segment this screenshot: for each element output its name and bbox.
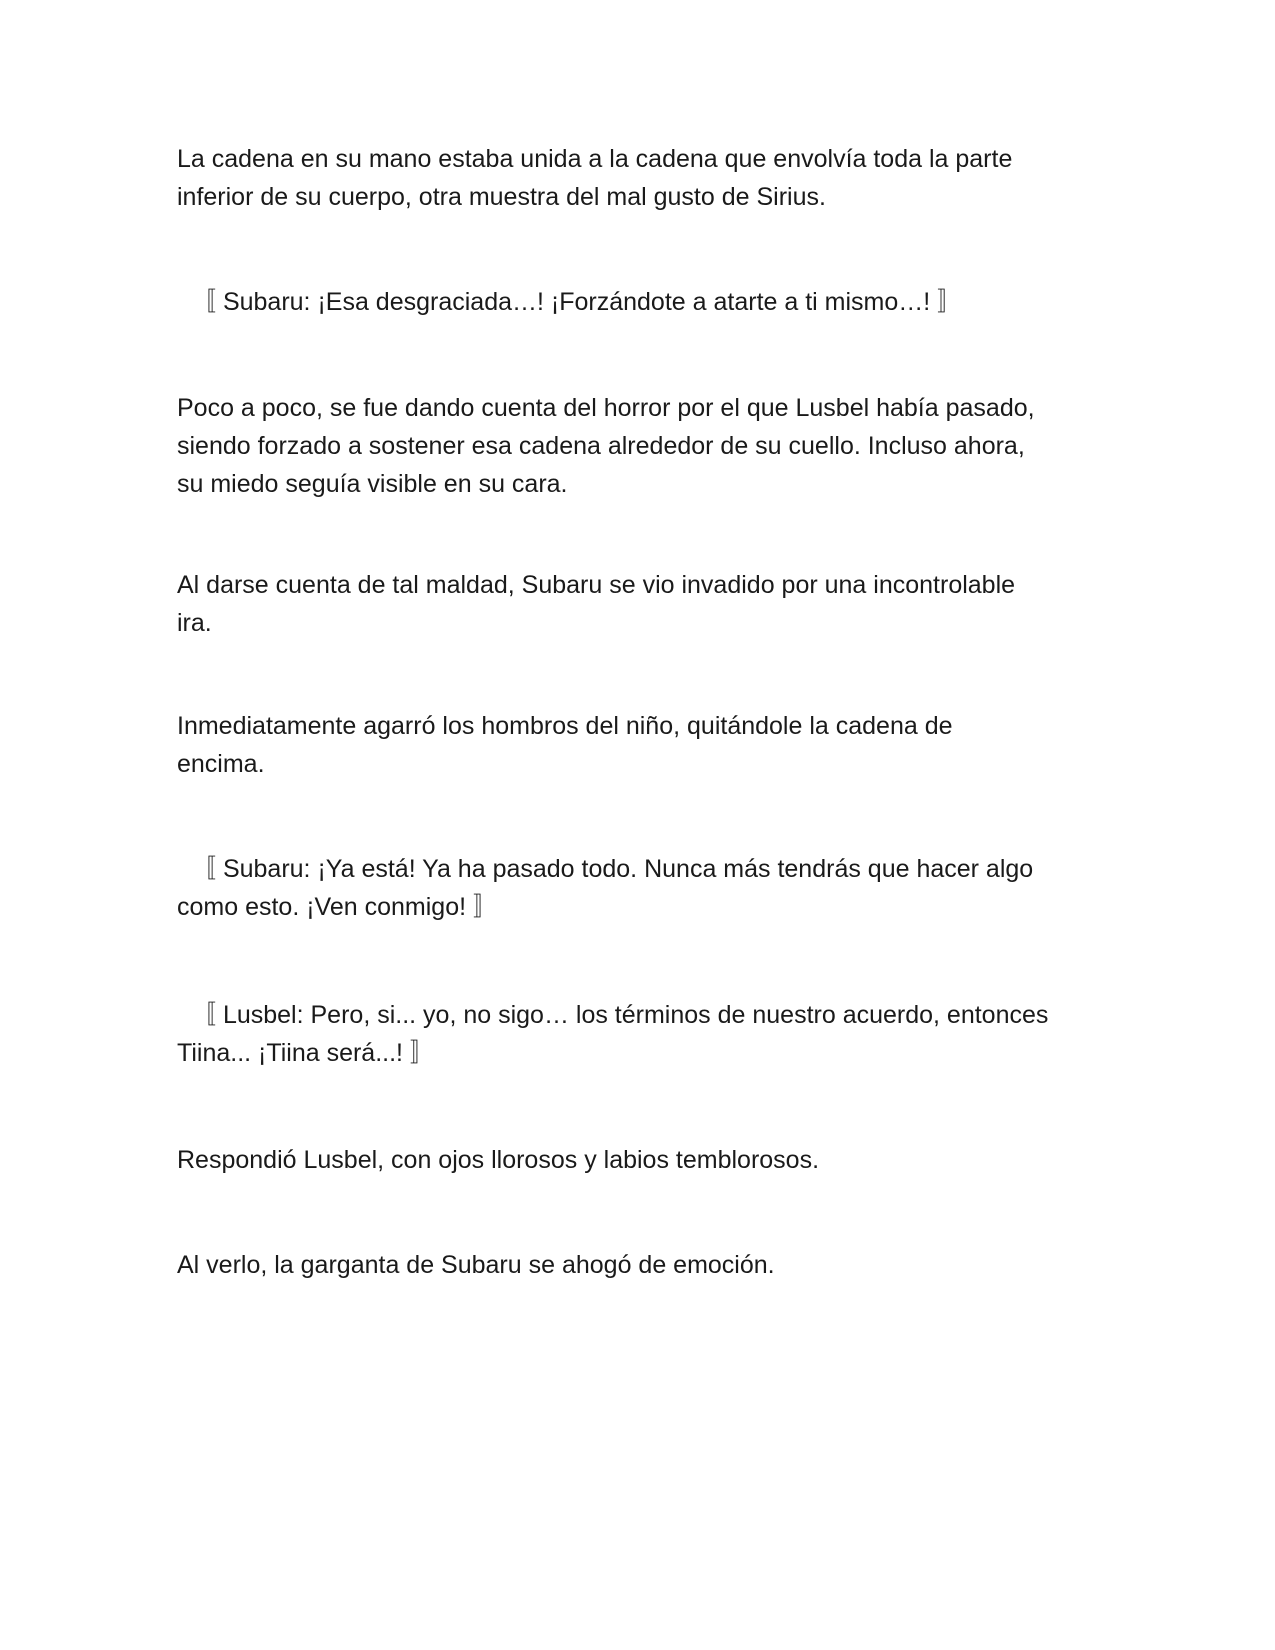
text-line: como esto. ¡Ven conmigo! 〛 [177,893,498,921]
text-line: Al darse cuenta de tal maldad, Subaru se vio invadido por una incontrolable [177,571,1016,599]
text-line: Inmediatamente agarró los hombros del niño, quitándole la cadena de [177,712,953,740]
text-line: La cadena en su mano estaba unida a la cadena que envolvía toda la parte [177,145,1013,173]
paragraph-narration-5 [177,1141,1097,1179]
paragraph-narration-3 [177,566,1097,642]
text-line: inferior de su cuerpo, otra muestra del mal gusto de Sirius. [177,183,826,211]
paragraph-dialogue-lusbel [177,996,1097,1072]
paragraph-narration-1 [177,140,1097,216]
text-line: ira. [177,609,212,637]
text-line: Poco a poco, se fue dando cuenta del horror por el que Lusbel había pasado, [177,394,1035,422]
text-line: 〚 Subaru: ¡Esa desgraciada…! ¡Forzándote a atarte a ti mismo…! 〛 [191,288,963,316]
text-line: Tiina... ¡Tiina será...! 〛 [177,1039,435,1067]
text-line: encima. [177,750,265,778]
paragraph-narration-4 [177,707,1097,783]
paragraph-dialogue-subaru-1 [177,283,1097,321]
text-line: siendo forzado a sostener esa cadena alrededor de su cuello. Incluso ahora, [177,432,1025,460]
paragraph-dialogue-subaru-2 [177,850,1097,926]
text-line: su miedo seguía visible en su cara. [177,470,568,498]
text-line: Respondió Lusbel, con ojos llorosos y labios temblorosos. [177,1146,820,1174]
text-line: 〚 Subaru: ¡Ya está! Ya ha pasado todo. Nunca más tendrás que hacer algo [191,855,1034,883]
text-line: Al verlo, la garganta de Subaru se ahogó de emoción. [177,1251,775,1279]
paragraph-narration-2 [177,389,1097,503]
paragraph-narration-6 [177,1246,1097,1284]
text-line: 〚 Lusbel: Pero, si... yo, no sigo… los términos de nuestro acuerdo, entonces [191,1001,1049,1029]
